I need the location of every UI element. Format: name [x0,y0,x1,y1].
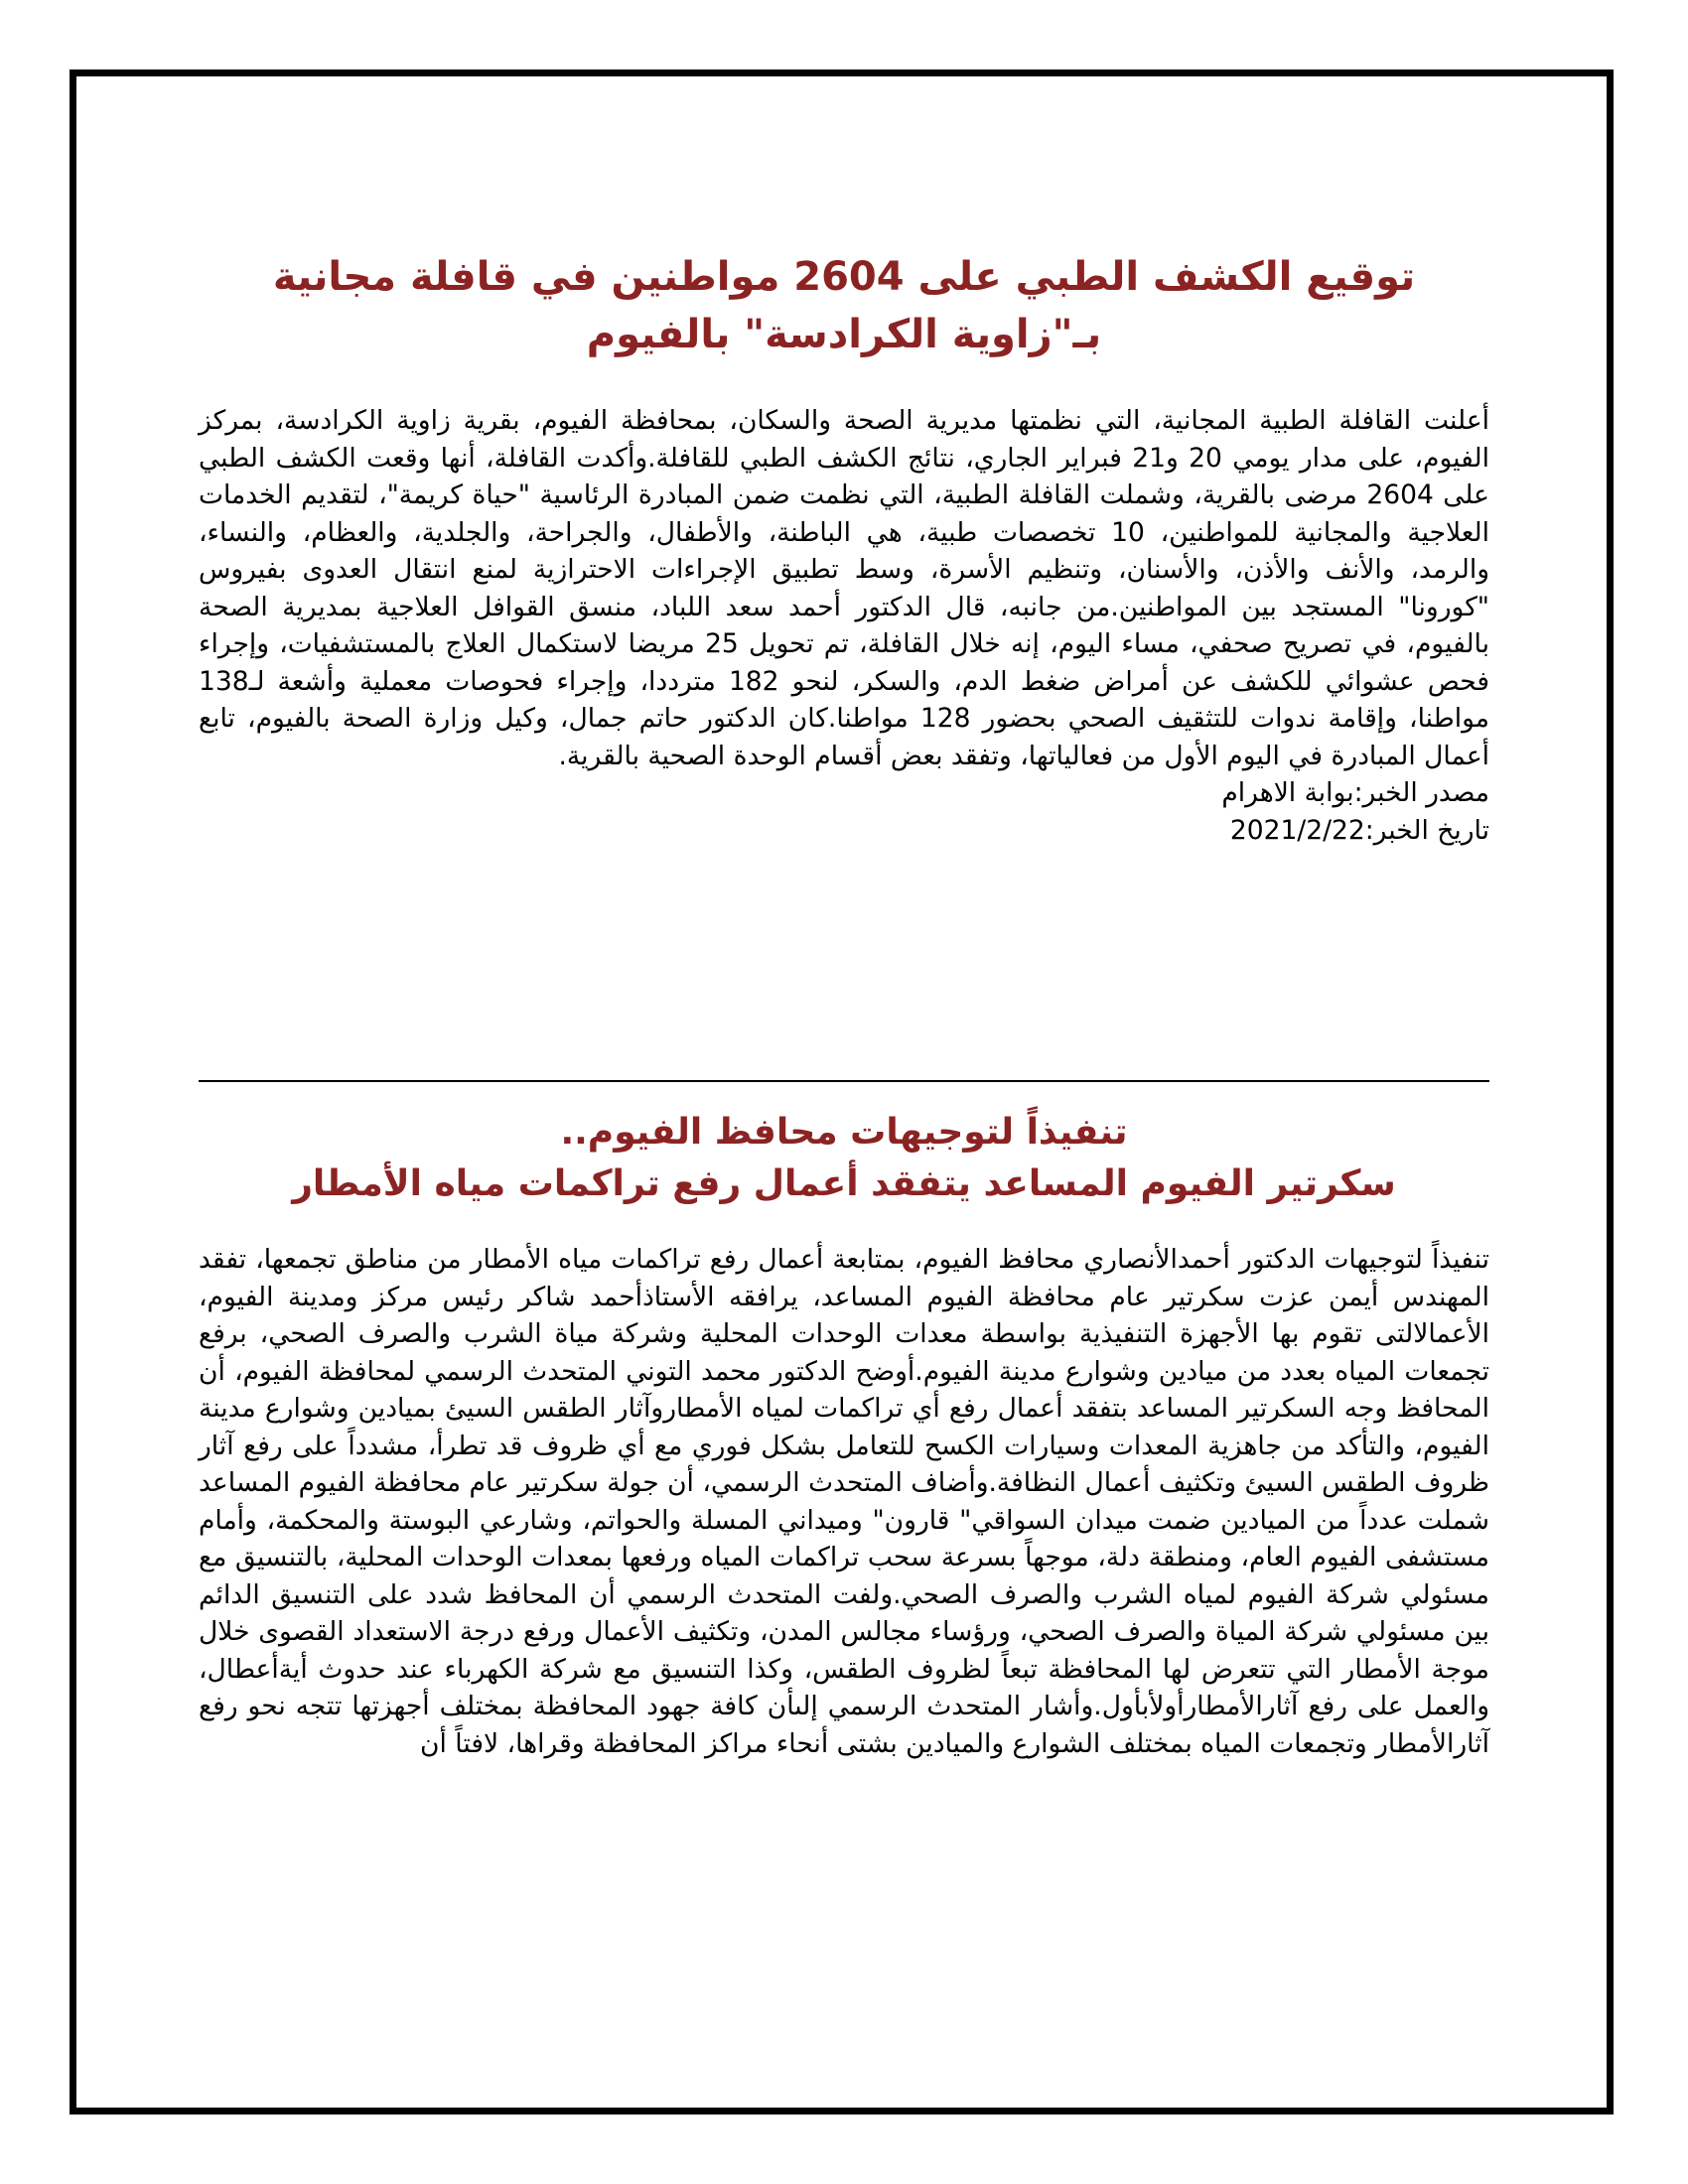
article-2 [199,1241,1489,1762]
article-1-body: أعلنت القافلة الطبية المجانية، التي نظمتها مديرية الصحة والسكان، بمحافظة الفيوم، بقرية زاوية الكرادسة، بمركز الفيوم، على مدار يومي 20 و21 فبراير الجاري، نتائج الكشف الطبي للقافلة.وأكدت القافلة، أنها وقعت الكشف الطبي على 2604 مرضى بالقرية، وشملت القافلة الطبية، التي نظمت ضمن المبادرة الرئاسية "حياة كريمة"، لتقديم الخدمات العلاجية والمجانية للمواطنين، 10 تخصصات طبية، هي الباطنة، والأطفال، والجراحة، والجلدية، والعظام، والنساء، والرمد، والأنف والأذن، والأسنان، وتنظيم الأسرة، وسط تطبيق الإجراءات الاحترازية لمنع انتقال العدوى بفيروس "كورونا" المستجد بين المواطنين.من جانبه، قال الدكتور أحمد سعد اللباد، منسق القوافل العلاجية بمديرية الصحة بالفيوم، في تصريح صحفي، مساء اليوم، إنه خلال القافلة، تم تحويل 25 مريضا لاستكمال العلاج بالمستشفيات، وإجراء فحص عشوائي للكشف عن أمراض ضغط الدم، والسكر، لنحو 182 مترددا، وإجراء فحوصات معملية وأشعة لـ138 مواطنا، وإقامة ندوات للتثقيف الصحي بحضور 128 مواطنا.كان الدكتور حاتم جمال، وكيل وزارة الصحة بالفيوم، تابع أعمال المبادرة في اليوم الأول من فعالياتها، وتفقد بعض أقسام الوحدة الصحية بالقرية. [199,405,1489,771]
article-1-source: مصدر الخبر:بوابة الاهرام [1221,777,1489,808]
article-1-title: توقيع الكشف الطبي على 2604 مواطنين في قافلة مجانية بـ"زاوية الكرادسة" بالفيوم [272,254,1416,357]
article-2-header [199,1107,1489,1210]
article-2-body: تنفيذاً لتوجيهات الدكتور أحمدالأنصاري محافظ الفيوم، بمتابعة أعمال رفع تراكمات مياه الأمطار من مناطق تجمعها، تفقد المهندس أيمن عزت سكرتير عام محافظة الفيوم المساعد، يرافقه الأستاذأحمد شاكر رئيس مركز ومدينة الفيوم، الأعمالالتى تقوم بها الأجهزة التنفيذية بواسطة معدات الوحدات المحلية وشركة مياة الشرب والصرف الصحي، برفع تجمعات المياه بعدد من ميادين وشوارع مدينة الفيوم.أوضح الدكتور محمد التوني المتحدث الرسمي لمحافظة الفيوم، أن المحافظ وجه السكرتير المساعد بتفقد أعمال رفع أي تراكمات لمياه الأمطاروآثار الطقس السيئ بميادين وشوارع مدينة الفيوم، والتأكد من جاهزية المعدات وسيارات الكسح للتعامل بشكل فوري مع أي ظروف قد تطرأ، مشدداً على رفع آثار ظروف الطقس السيئ وتكثيف أعمال النظافة.وأضاف المتحدث الرسمي، أن جولة سكرتير عام محافظة الفيوم المساعد شملت عدداً من الميادين ضمت ميدان السواقي" قارون" وميداني المسلة والحواتم، وشارعي البوستة والمحكمة، وأمام مستشفى الفيوم العام، ومنطقة دلة، موجهاً بسرعة سحب تراكمات المياه ورفعها بمعدات الوحدات المحلية، بالتنسيق مع مسئولي شركة الفيوم لمياه الشرب والصرف الصحي.ولفت المتحدث الرسمي أن المحافظ شدد على التنسيق الدائم بين مسئولي شركة المياة والصرف الصحي، ورؤساء مجالس المدن، وتكثيف الأعمال ورفع درجة الاستعداد القصوى خلال موجة الأمطار التي تتعرض لها المحافظة تبعاً لظروف الطقس، وكذا التنسيق مع شركة الكهرباء عند حدوث أيةأعطال، والعمل على رفع آثارالأمطارأولأبأول.وأشار المتحدث الرسمي إلىأن كافة جهود المحافظة بمختلف أجهزتها تتجه نحو رفع آثارالأمطار وتجمعات المياه بمختلف الشوارع والميادين بشتى أنحاء مراكز المحافظة وقراها، لافتاً أن [199,1244,1489,1759]
article-divider [199,1080,1489,1082]
article-1-header [199,248,1489,363]
article-2-title-line-1: تنفيذاً لتوجيهات محافظ الفيوم.. [560,1112,1128,1153]
article-1-date: تاريخ الخبر:2021/2/22 [1229,814,1489,846]
article-2-title-line-2: سكرتير الفيوم المساعد يتفقد أعمال رفع تراكمات مياه الأمطار [292,1163,1396,1204]
page-border [70,69,1614,2115]
article-1 [199,402,1489,849]
